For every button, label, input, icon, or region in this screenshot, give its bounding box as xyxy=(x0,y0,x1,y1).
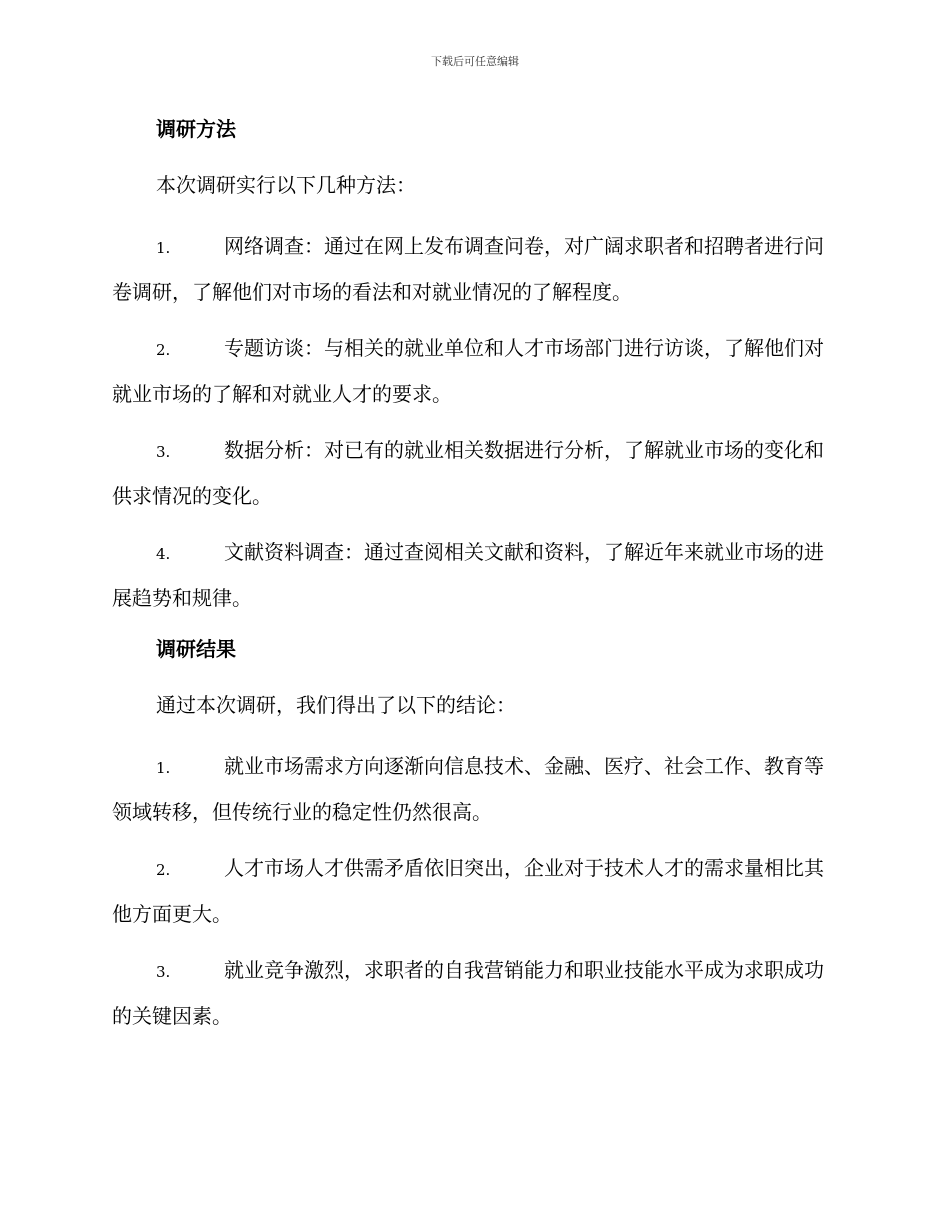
results-intro: 通过本次调研，我们得出了以下的结论： xyxy=(156,693,516,717)
methods-intro: 本次调研实行以下几种方法： xyxy=(156,173,416,197)
list-number: 3. xyxy=(156,963,171,981)
list-item-text: 专题访谈：与相关的就业单位和人才市场部门进行访谈，了解他们对就业市场的了解和对就业人才的要求。 xyxy=(112,336,824,406)
list-number: 3. xyxy=(156,443,171,461)
list-item-text: 网络调查：通过在网上发布调查问卷，对广阔求职者和招聘者进行问卷调研，了解他们对市场的看法和对就业情况的了解程度。 xyxy=(112,234,824,304)
list-number: 2. xyxy=(156,861,171,879)
list-number: 1. xyxy=(156,759,171,777)
methods-list-item xyxy=(112,428,834,518)
list-number: 4. xyxy=(156,545,171,563)
methods-list-item xyxy=(112,530,834,620)
list-item-text: 文献资料调查：通过查阅相关文献和资料，了解近年来就业市场的进展趋势和规律。 xyxy=(112,540,824,610)
list-number: 1. xyxy=(156,239,171,257)
results-list-item xyxy=(112,846,834,936)
list-item-text: 人才市场人才供需矛盾依旧突出，企业对于技术人才的需求量相比其他方面更大。 xyxy=(112,856,824,926)
results-list-item xyxy=(112,744,834,834)
list-item-text: 就业市场需求方向逐渐向信息技术、金融、医疗、社会工作、教育等领域转移，但传统行业的稳定性仍然很高。 xyxy=(112,754,824,824)
section-heading-results: 调研结果 xyxy=(156,637,236,661)
list-item-text: 就业竞争激烈，求职者的自我营销能力和职业技能水平成为求职成功的关键因素。 xyxy=(112,958,824,1028)
results-list-item xyxy=(112,948,834,1038)
section-heading-methods: 调研方法 xyxy=(156,117,236,141)
list-item-text: 数据分析：对已有的就业相关数据进行分析，了解就业市场的变化和供求情况的变化。 xyxy=(112,438,824,508)
methods-list-item xyxy=(112,224,834,314)
document-body xyxy=(112,112,834,1050)
list-number: 2. xyxy=(156,341,171,359)
methods-list-item xyxy=(112,326,834,416)
page-header: 下载后可任意编辑 xyxy=(431,55,519,68)
